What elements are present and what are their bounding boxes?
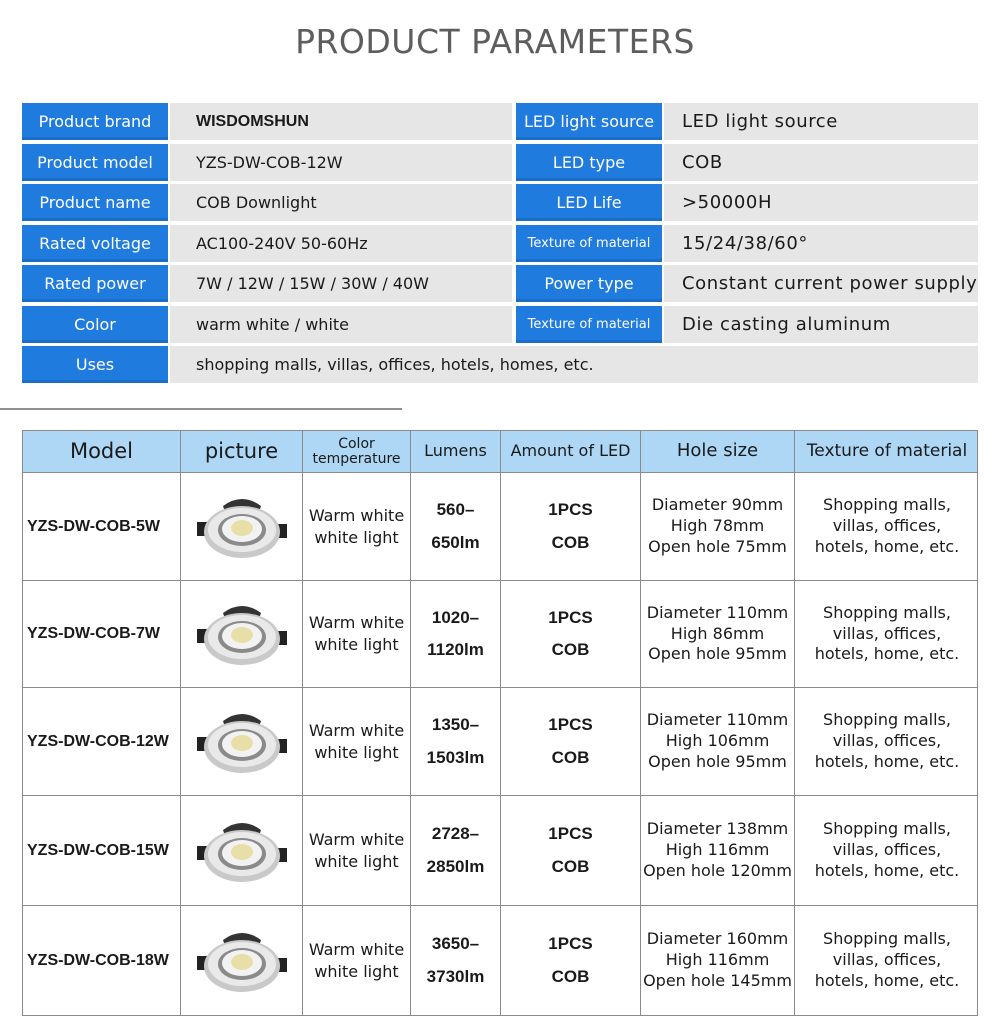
downlight-image bbox=[181, 473, 303, 580]
table-row bbox=[22, 796, 978, 906]
texture-line: hotels, home, etc. bbox=[814, 751, 960, 771]
hole-line: High 116mm bbox=[665, 950, 770, 970]
param-value: LED light source bbox=[664, 103, 978, 140]
header-amount-of-led: Amount of LED bbox=[501, 431, 641, 472]
downlight-icon bbox=[193, 701, 291, 783]
amount-line: COB bbox=[551, 532, 590, 552]
param-value: AC100-240V 50-60Hz bbox=[170, 225, 512, 262]
texture-of-material bbox=[795, 473, 979, 580]
lumens bbox=[411, 688, 501, 795]
param-label: Texture of material bbox=[516, 225, 662, 262]
lumens-line: 1120lm bbox=[427, 640, 484, 659]
section-divider bbox=[0, 408, 402, 410]
lumens bbox=[411, 906, 501, 1015]
downlight-image bbox=[181, 796, 303, 905]
hole-line: High 78mm bbox=[670, 516, 765, 536]
color-temperature bbox=[303, 796, 411, 905]
table-row bbox=[22, 906, 978, 1016]
texture-of-material bbox=[795, 581, 979, 687]
header-lumens: Lumens bbox=[411, 431, 501, 472]
param-row bbox=[22, 306, 978, 343]
downlight-image bbox=[181, 906, 303, 1015]
amount-of-led bbox=[501, 688, 641, 795]
product-parameters-table bbox=[22, 103, 978, 385]
hole-line: Open hole 75mm bbox=[648, 536, 787, 556]
texture-line: villas, offices, bbox=[832, 840, 942, 860]
lumens-line: 3650– bbox=[431, 934, 480, 954]
hole-line: Diameter 110mm bbox=[646, 602, 789, 622]
downlight-icon bbox=[193, 920, 291, 1002]
header-color-temperature bbox=[303, 431, 411, 472]
hole-size bbox=[641, 473, 795, 580]
lumens-line: 2850lm bbox=[426, 856, 485, 876]
table-row bbox=[22, 581, 978, 688]
lumens bbox=[411, 796, 501, 905]
header-color-temperature-line1: Color bbox=[338, 435, 375, 452]
color-line: Warm white bbox=[308, 505, 405, 525]
color-line: Warm white bbox=[308, 613, 405, 633]
hole-line: Open hole 145mm bbox=[643, 970, 792, 990]
texture-line: Shopping malls, bbox=[823, 710, 951, 730]
hole-line: High 116mm bbox=[665, 840, 770, 860]
param-label: Uses bbox=[22, 346, 168, 383]
hole-size bbox=[641, 581, 795, 687]
color-temperature bbox=[303, 906, 411, 1015]
header-texture: Texture of material bbox=[806, 440, 968, 461]
amount-of-led bbox=[501, 906, 641, 1015]
color-temperature bbox=[303, 688, 411, 795]
color-line: Warm white bbox=[308, 829, 405, 849]
lumens-line: 1503lm bbox=[426, 747, 485, 767]
texture-line: hotels, home, etc. bbox=[814, 644, 960, 664]
amount-line: 1PCS bbox=[548, 500, 593, 520]
texture-of-material bbox=[795, 906, 979, 1015]
param-label: Product model bbox=[22, 144, 168, 181]
table-row bbox=[22, 688, 978, 796]
param-value: YZS-DW-COB-12W bbox=[170, 144, 512, 181]
hole-line: Diameter 90mm bbox=[651, 495, 784, 515]
param-value: Constant current power supply bbox=[664, 265, 978, 302]
param-row bbox=[22, 144, 978, 181]
param-label: Power type bbox=[516, 265, 662, 302]
table-header bbox=[22, 430, 978, 473]
param-label: LED light source bbox=[516, 103, 662, 140]
model-name: YZS-DW-COB-18W bbox=[23, 906, 181, 1015]
param-value: shopping malls, villas, offices, hotels, homes, etc. bbox=[170, 346, 978, 383]
texture-line: hotels, home, etc. bbox=[814, 860, 960, 880]
table-row bbox=[22, 473, 978, 581]
param-value: >50000H bbox=[664, 184, 978, 221]
lumens-line: 650lm bbox=[431, 532, 480, 552]
texture-line: villas, offices, bbox=[832, 516, 942, 536]
texture-line: villas, offices, bbox=[832, 731, 942, 751]
texture-line: hotels, home, etc. bbox=[814, 970, 960, 990]
param-row bbox=[22, 346, 978, 383]
color-line: Warm white bbox=[308, 720, 405, 740]
texture-line: villas, offices, bbox=[832, 623, 942, 643]
downlight-image bbox=[181, 688, 303, 795]
amount-of-led bbox=[501, 796, 641, 905]
downlight-icon bbox=[193, 810, 291, 892]
lumens bbox=[411, 581, 501, 687]
texture-line: Shopping malls, bbox=[823, 602, 951, 622]
hole-size bbox=[641, 906, 795, 1015]
downlight-image bbox=[181, 581, 303, 687]
amount-line: 1PCS bbox=[548, 715, 593, 735]
hole-line: Open hole 95mm bbox=[648, 644, 787, 664]
lumens-line: 2728– bbox=[431, 824, 480, 844]
amount-line: 1PCS bbox=[548, 824, 593, 844]
color-line: white light bbox=[314, 961, 399, 981]
color-line: white light bbox=[314, 635, 399, 654]
hole-line: Diameter 160mm bbox=[646, 929, 789, 949]
param-value: warm white / white bbox=[170, 306, 512, 343]
texture-line: hotels, home, etc. bbox=[814, 536, 960, 556]
param-label: Rated voltage bbox=[22, 225, 168, 262]
param-label: Texture of material bbox=[516, 306, 662, 343]
model-name: YZS-DW-COB-15W bbox=[23, 796, 181, 905]
param-label: LED Life bbox=[516, 184, 662, 221]
param-value: WISDOMSHUN bbox=[170, 103, 512, 140]
model-name: YZS-DW-COB-7W bbox=[23, 581, 181, 687]
lumens-line: 1020– bbox=[431, 607, 480, 627]
hole-line: High 86mm bbox=[670, 623, 765, 643]
downlight-icon bbox=[193, 593, 291, 675]
hole-line: Open hole 95mm bbox=[648, 751, 787, 771]
color-temperature bbox=[303, 581, 411, 687]
hole-line: Open hole 120mm bbox=[643, 860, 792, 880]
param-label: Rated power bbox=[22, 265, 168, 302]
param-label: Product name bbox=[22, 184, 168, 221]
param-value: 7W / 12W / 15W / 30W / 40W bbox=[170, 265, 512, 302]
texture-line: Shopping malls, bbox=[823, 819, 951, 839]
param-row bbox=[22, 225, 978, 262]
texture-of-material bbox=[795, 796, 979, 905]
amount-line: 1PCS bbox=[548, 934, 593, 954]
color-line: white light bbox=[314, 527, 399, 547]
param-row bbox=[22, 184, 978, 221]
hole-line: Diameter 110mm bbox=[646, 710, 789, 730]
lumens bbox=[411, 473, 501, 580]
param-label: Product brand bbox=[22, 103, 168, 140]
param-row bbox=[22, 103, 978, 140]
downlight-icon bbox=[193, 486, 291, 568]
amount-line: COB bbox=[551, 640, 590, 659]
hole-size bbox=[641, 688, 795, 795]
color-line: white light bbox=[314, 851, 399, 871]
amount-of-led bbox=[501, 581, 641, 687]
amount-line: 1PCS bbox=[548, 607, 593, 627]
hole-line: Diameter 138mm bbox=[646, 819, 789, 839]
page-title: PRODUCT PARAMETERS bbox=[295, 22, 695, 61]
texture-of-material bbox=[795, 688, 979, 795]
param-value: COB bbox=[664, 144, 978, 181]
hole-size bbox=[641, 796, 795, 905]
lumens-line: 3730lm bbox=[426, 966, 485, 986]
amount-of-led bbox=[501, 473, 641, 580]
model-name: YZS-DW-COB-5W bbox=[23, 473, 181, 580]
param-value: 15/24/38/60° bbox=[664, 225, 978, 262]
texture-line: Shopping malls, bbox=[823, 495, 951, 515]
amount-line: COB bbox=[551, 747, 590, 767]
color-line: white light bbox=[314, 742, 399, 762]
hole-line: High 106mm bbox=[665, 731, 770, 751]
param-value: Die casting aluminum bbox=[664, 306, 978, 343]
param-label: LED type bbox=[516, 144, 662, 181]
param-label: Color bbox=[22, 306, 168, 343]
model-name: YZS-DW-COB-12W bbox=[23, 688, 181, 795]
lumens-line: 1350– bbox=[431, 715, 480, 735]
header-color-temperature-line2: temperature bbox=[312, 450, 401, 467]
color-temperature bbox=[303, 473, 411, 580]
param-row bbox=[22, 265, 978, 302]
color-line: Warm white bbox=[308, 939, 405, 959]
header-picture: picture bbox=[181, 431, 303, 472]
param-value: COB Downlight bbox=[170, 184, 512, 221]
lumens-line: 560– bbox=[436, 500, 475, 520]
amount-line: COB bbox=[551, 856, 590, 876]
texture-line: villas, offices, bbox=[832, 950, 942, 970]
header-model: Model bbox=[23, 431, 181, 472]
texture-line: Shopping malls, bbox=[823, 929, 951, 949]
amount-line: COB bbox=[551, 966, 590, 986]
header-hole-size: Hole size bbox=[641, 431, 795, 472]
